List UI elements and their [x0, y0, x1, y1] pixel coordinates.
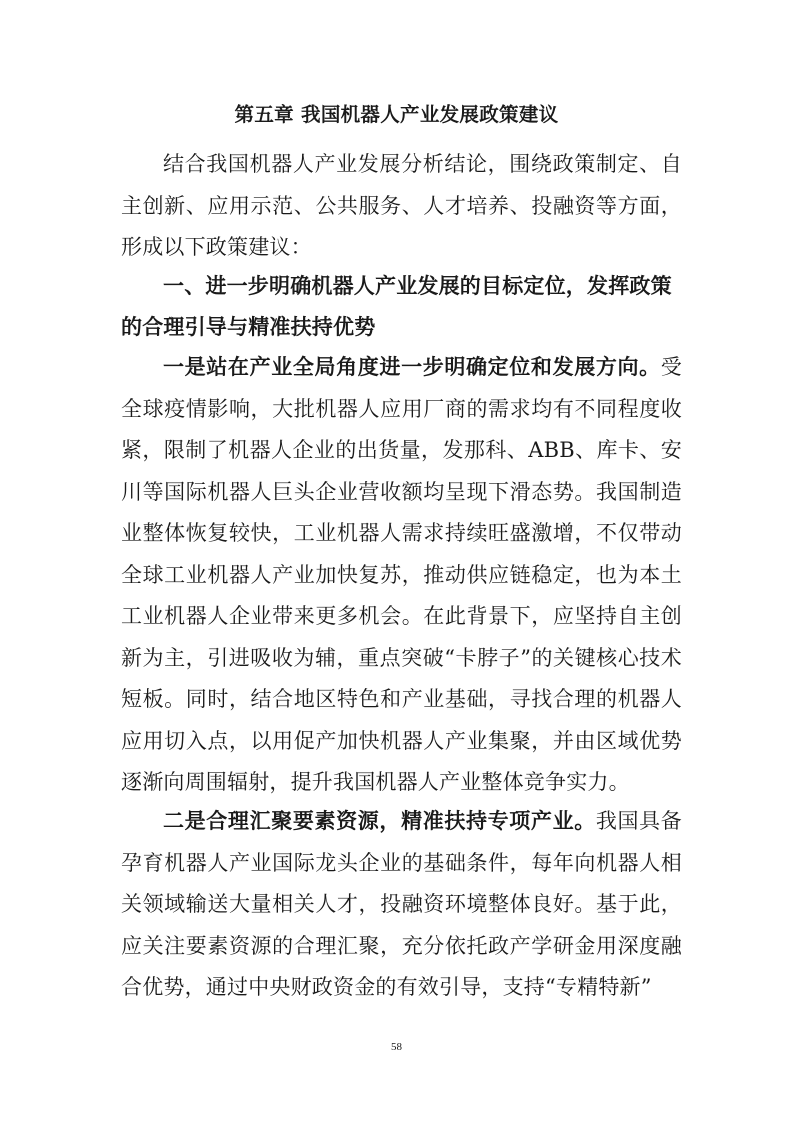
- paragraph-2: [121, 801, 682, 1009]
- page-number: 58: [391, 1041, 402, 1053]
- intro-paragraph: 结合我国机器人产业发展分析结论，围绕政策制定、自主创新、应用示范、公共服务、人才培养、投融资等方面，形成以下政策建议：: [121, 152, 682, 259]
- paragraph-2-text: 我国具备孕育机器人产业国际龙头企业的基础条件，每年向机器人相关领域输送大量相关人才，投融资环境整体良好。基于此，应关注要素资源的合理汇聚，充分依托政产学研金用深度融合优势，通过中央财政资金的有效引导，支持“专精特新”: [121, 809, 682, 999]
- chapter-title: 第五章 我国机器人产业发展政策建议: [234, 103, 559, 126]
- paragraph-1: [121, 347, 682, 804]
- paragraph-2-lead: 二是合理汇聚要素资源，精准扶持专项产业。: [163, 809, 596, 833]
- paragraph-1-lead: 一是站在产业全局角度进一步明确定位和发展方向。: [163, 355, 661, 379]
- paragraph-1-text: 受全球疫情影响，大批机器人应用厂商的需求均有不同程度收紧，限制了机器人企业的出货量，发那科、ABB、库卡、安川等国际机器人巨头企业营收额均呈现下滑态势。我国制造业整体恢复较快，工业机器人需求持续旺盛激增，不仅带动全球工业机器人产业加快复苏，推动供应链稳定，也为本土工业机器人企业带来更多机会。在此背景下，应坚持自主创新为主，引进吸收为辅，重点突破“卡脖子”的关键核心技术短板。同时，结合地区特色和产业基础，寻找合理的机器人应用切入点，以用促产加快机器人产业集聚，并由区域优势逐渐向周围辐射，提升我国机器人产业整体竞争实力。: [121, 355, 682, 794]
- section-heading: 一、进一步明确机器人产业发展的目标定位，发挥政策的合理引导与精准扶持优势: [121, 274, 672, 339]
